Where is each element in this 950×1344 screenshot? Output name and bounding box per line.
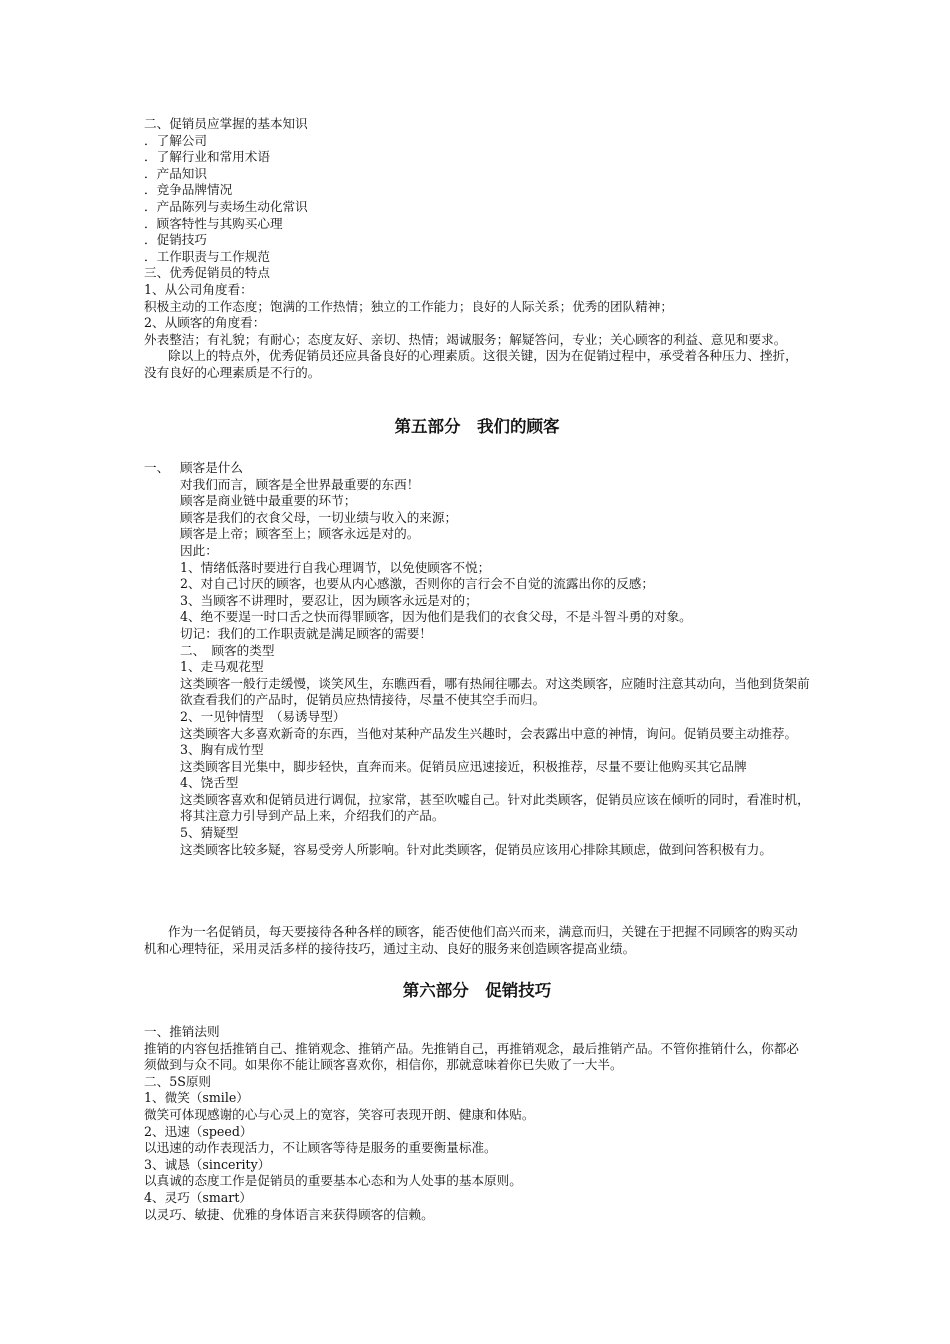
paragraph: 外表整洁；有礼貌；有耐心；态度友好、亲切、热情；竭诚服务；解疑答问，专业；关心顾客的利益、意见和要求。 xyxy=(144,331,787,347)
principle-name: 4、灵巧（smart） xyxy=(144,1189,252,1205)
type-name: 3、胸有成竹型 xyxy=(180,742,264,758)
type-description: 这类顾客比较多疑，容易受旁人所影响。针对此类顾客，促销员应该用心排除其顾虑，做到问答积极有力。 xyxy=(180,841,772,857)
knowledge-item: ．促销技巧 xyxy=(144,232,207,248)
summary-paragraph: 作为一名促销员，每天要接待各种各样的顾客，能否使他们高兴而来，满意而归，关键在于把握不同顾客的购买动机和心理特征，采用灵活多样的接待技巧，通过主动、良好的服务来创造顾客提高业绩。 xyxy=(144,924,798,956)
principle-description: 以迅速的动作表现活力，不让顾客等待是服务的重要衡量标准。 xyxy=(144,1140,497,1156)
type-description: 这类顾客喜欢和促销员进行调侃，拉家常，甚至吹嘘自己。针对此类顾客，促销员应该在倾听的同时，看准时机，将其注意力引导到产品上来，介绍我们的产品。 xyxy=(180,791,810,824)
knowledge-item: ．竞争品牌情况 xyxy=(144,182,233,198)
paragraph: 积极主动的工作态度；饱满的工作热情；独立的工作能力；良好的人际关系；优秀的团队精神； xyxy=(144,298,673,314)
paragraph: 除以上的特点外，优秀促销员还应具备良好的心理素质。这很关键，因为在促销过程中，承受着各种压力、挫折，没有良好的心理素质是不行的。 xyxy=(144,348,798,380)
list-item: 4、绝不要逞一时口舌之快而得罪顾客，因为他们是我们的衣食父母，不是斗智斗勇的对象。 xyxy=(180,609,692,625)
part6-block xyxy=(144,1024,810,1223)
knowledge-item: ．顾客特性与其购买心理 xyxy=(144,215,283,231)
part4-block xyxy=(144,116,810,382)
paragraph: 顾客是我们的衣食父母，一切业绩与收入的来源； xyxy=(180,509,458,525)
sub-heading: 1、从公司角度看： xyxy=(144,281,253,297)
paragraph: 顾客是上帝；顾客至上；顾客永远是对的。 xyxy=(180,526,420,542)
part6-title: 第六部分 促销技巧 xyxy=(402,981,552,1000)
knowledge-item: ．了解公司 xyxy=(144,132,207,148)
section-heading: 三、优秀促销员的特点 xyxy=(144,265,270,281)
principle-description: 微笑可体现感谢的心与心灵上的宽容，笑容可表现开朗、健康和体贴。 xyxy=(144,1106,535,1122)
list-item: 1、情绪低落时要进行自我心理调节，以免使顾客不悦； xyxy=(180,559,491,575)
knowledge-item: ．产品陈列与卖场生动化常识 xyxy=(144,198,308,214)
section-heading: 二、5S原则 xyxy=(144,1073,212,1089)
paragraph: 因此： xyxy=(180,542,218,558)
knowledge-item: ．产品知识 xyxy=(144,165,207,181)
section-heading: 二、 顾客的类型 xyxy=(180,642,275,658)
list-item: 3、当顾客不讲理时，要忍让，因为顾客永远是对的； xyxy=(180,592,478,608)
type-name: 5、猜疑型 xyxy=(180,825,239,841)
type-description: 这类顾客一般行走缓慢，谈笑风生，东瞧西看，哪有热闹往哪去。对这类顾客，应随时注意其动向，当他到货架前欲查看我们的产品时，促销员应热情接待，尽量不使其空手而归。 xyxy=(180,675,810,708)
type-name: 1、走马观花型 xyxy=(180,659,264,675)
section-heading: 二、促销员应掌握的基本知识 xyxy=(144,116,308,131)
principle-name: 1、微笑（smile） xyxy=(144,1090,249,1106)
knowledge-item: ．工作职责与工作规范 xyxy=(144,248,270,264)
principle-name: 3、诚恳（sincerity） xyxy=(144,1156,271,1172)
paragraph: 顾客是商业链中最重要的环节； xyxy=(180,493,357,509)
principle-description: 以真诚的态度工作是促销员的重要基本心态和为人处事的基本原则。 xyxy=(144,1173,522,1189)
sub-heading: 2、从顾客的角度看： xyxy=(144,315,266,331)
list-item: 2、对自己讨厌的顾客，也要从内心感激，否则你的言行会不自觉的流露出你的反感； xyxy=(180,576,654,592)
section-heading: 一、推销法则 xyxy=(144,1024,220,1039)
type-name: 2、一见钟情型 （易诱导型） xyxy=(180,708,346,724)
type-description: 这类顾客大多喜欢新奇的东西，当他对某种产品发生兴趣时，会表露出中意的神情，询问。促销员要主动推荐。 xyxy=(180,725,798,741)
section-number: 一、 xyxy=(144,460,170,475)
paragraph: 切记：我们的工作职责就是满足顾客的需要！ xyxy=(180,625,432,641)
section-heading xyxy=(144,460,810,477)
knowledge-item: ．了解行业和常用术语 xyxy=(144,149,270,165)
type-name: 4、饶舌型 xyxy=(180,775,239,791)
paragraph: 推销的内容包括推销自己、推销观念、推销产品。先推销自己，再推销观念，最后推销产品。不管你推销什么，你都必须做到与众不同。如果你不能让顾客喜欢你，相信你，那就意味着你已失败了一大半。 xyxy=(144,1040,799,1073)
type-description: 这类顾客目光集中，脚步轻快，直奔而来。促销员应迅速接近，积极推荐，尽量不要让他购买其它品牌 xyxy=(180,758,747,774)
section-title: 顾客是什么 xyxy=(180,460,243,475)
paragraph: 对我们而言，顾客是全世界最重要的东西！ xyxy=(180,476,420,492)
part5-title: 第五部分 我们的顾客 xyxy=(394,417,560,436)
principle-description: 以灵巧、敏捷、优雅的身体语言来获得顾客的信赖。 xyxy=(144,1206,434,1222)
principle-name: 2、迅速（speed） xyxy=(144,1123,253,1139)
part5-block xyxy=(144,460,810,858)
